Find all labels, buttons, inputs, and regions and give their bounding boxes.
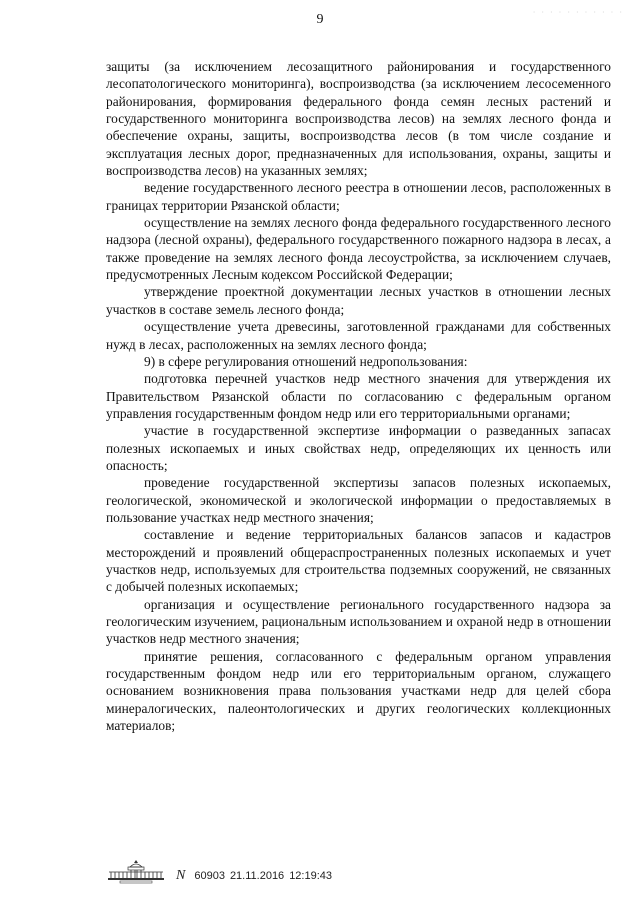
building-logo-icon [106, 858, 166, 884]
paragraph-8: участие в государственной экспертизе информации о разведанных запасах полезных ископаемых и иных свойствах недр, определяющих их ценность или опасность; [106, 423, 611, 473]
paragraph-3: осуществление на землях лесного фонда федерального государственного лесного надзора (лесной охраны), федерального государственного пожарного надзора в лесах, а также проведение на землях лесного фонда лесоустройства, за исключением случаев, предусмотренных Лесным кодексом Российской Федерации; [106, 215, 611, 283]
paragraph-6: 9) в сфере регулирования отношений недропользования: [144, 353, 468, 369]
stamp-date: 21.11.2016 [229, 870, 285, 882]
paragraph-5: осуществление учета древесины, заготовленной гражданами для собственных нужд в лесах, расположенных на землях лесного фонда; [106, 319, 611, 352]
paragraph-4: утверждение проектной документации лесных участков в отношении лесных участков в составе земель лесного фонда; [106, 284, 611, 317]
paragraph-12: принятие решения, согласованного с федеральным органом управления государственным фондом недр или его территориальным органом, служащего основанием возникновения права пользования участками недр для целей сбора минералогических, палеонтологических и других геологических коллекционных материалов; [106, 648, 611, 734]
paragraph-2: ведение государственного лесного реестра в отношении лесов, расположенных в границах территории Рязанской области; [106, 180, 611, 213]
paragraph-9: проведение государственной экспертизы запасов полезных ископаемых, геологической, экономической и экологической информации о предоставляемых в пользование участках недр местного значения; [106, 475, 611, 525]
paragraph-1: защиты (за исключением лесозащитного районирования и государственного лесопатологического мониторинга), воспроизводства (за исключением лесосеменного районирования, формирования федерального фонда семян лесных растений и государственного мониторинга воспроизводства лесов) на землях лесного фонда и обеспечение охраны, защиты, воспроизводства лесов (в том числе создание и эксплуатация лесных дорог, предназначенных для использования, охраны, защиты и воспроизводства лесов) на указанных землях; [106, 59, 611, 179]
page-number: 9 [316, 12, 324, 27]
scan-marks: · · · · · · · · · · · [532, 8, 624, 17]
paragraph-11: организация и осуществление регионального государственного надзора за геологическим изучением, рациональным использованием и охраной недр в отношении участков недр местного значения; [106, 596, 611, 647]
registration-stamp [176, 868, 332, 884]
document-body [106, 58, 611, 734]
document-footer [106, 858, 332, 884]
doc-number: 60903 [194, 870, 225, 882]
paragraph-10: составление и ведение территориальных балансов запасов и кадастров месторождений и проявлений общераспространенных полезных ископаемых и учет участков недр, используемых для строительства подземных сооружений, не связанных с добычей полезных ископаемых; [106, 527, 611, 595]
stamp-time: 12:19:43 [289, 870, 333, 882]
number-sign-mark: N [176, 868, 186, 883]
paragraph-7: подготовка перечней участков недр местного значения для утверждения их Правительством Рязанской области по согласованию с федеральным органом управления государственным фондом недр или его территориальными органами; [106, 371, 611, 421]
